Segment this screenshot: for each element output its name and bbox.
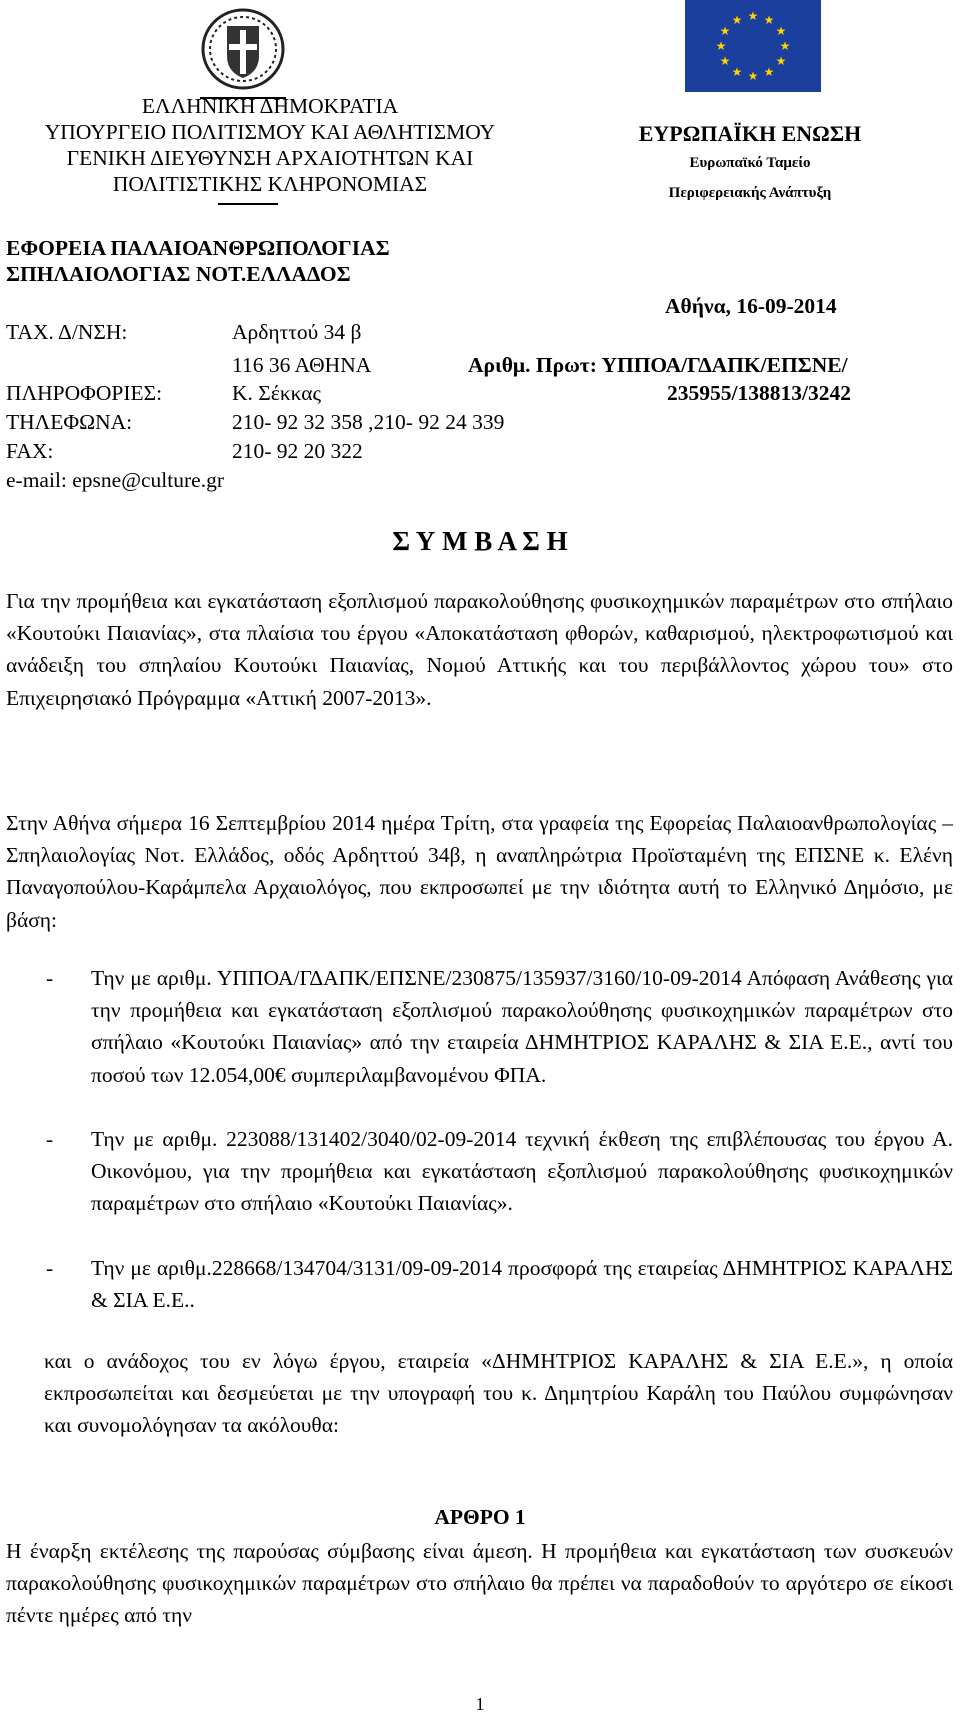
phone-value: 210- 92 32 358 ,210- 92 24 339: [232, 410, 505, 434]
svg-text:★: ★: [775, 54, 787, 68]
address-line-2: 116 36 ΑΘΗΝΑ: [232, 353, 372, 377]
ministry-underline: [218, 203, 278, 205]
fax-value: 210- 92 20 322: [232, 439, 363, 463]
svg-text:★: ★: [763, 65, 775, 79]
ephorate-line-2: ΣΠΗΛΑΙΟΛΟΓΙΑΣ ΝΟΤ.ΕΛΛΑΔΟΣ: [6, 262, 351, 286]
ministry-line-3: ΓΕΝΙΚΗ ΔΙΕΥΘΥΝΣΗ ΑΡΧΑΙΟΤΗΤΩΝ ΚΑΙ: [66, 146, 474, 170]
svg-text:★: ★: [747, 69, 759, 83]
doc-title: Σ Υ Μ Β Α Σ Η: [392, 526, 568, 556]
second-paragraph: Στην Αθήνα σήμερα 16 Σεπτεμβρίου 2014 ημέρα Τρίτη, στα γραφεία της Εφορείας Παλαιοανθρωπολογίας – Σπηλαιολογίας Νοτ. Ελλάδος, οδός Αρδηττού 34β, η αναπληρώτρια Προϊσταμένη της ΕΠΣΝΕ κ. Ελένη Παναγοπούλου-Καράμπελα Αρχαιολόγος, που εκπροσωπεί με την ιδιότητα αυτή το Ελληνικό Δημόσιο, με βάση:: [6, 811, 953, 932]
ephorate-line-1: ΕΦΟΡΕΙΑ ΠΑΛΑΙΟΑΝΘΡΩΠΟΛΟΓΙΑΣ: [6, 236, 390, 260]
phone-label: ΤΗΛΕΦΩΝΑ:: [6, 410, 133, 434]
email-line: e-mail: epsne@culture.gr: [6, 468, 224, 492]
svg-text:★: ★: [719, 54, 731, 68]
list-item-text: Την με αριθμ.228668/134704/3131/09-09-2014 προσφορά της εταιρείας ΔΗΜΗΤΡΙΟΣ ΚΑΡΑΛΗΣ & ΣΙΑ Ε.Ε..: [91, 1256, 953, 1313]
eu-line-2: Περιφερειακής Ανάπτυξη: [668, 185, 832, 201]
info-label: ΠΛΗΡΟΦΟΡΙΕΣ:: [6, 381, 163, 405]
protocol-number: 235955/138813/3242: [667, 381, 851, 405]
svg-text:★: ★: [763, 13, 775, 27]
svg-text:★: ★: [715, 39, 727, 53]
eu-flag-icon: [685, 0, 821, 92]
greek-coat-of-arms-icon: [200, 8, 286, 90]
eu-line-1: Ευρωπαϊκό Ταμείο: [689, 155, 811, 171]
ministry-line-1: ΕΛΛΗΝΙΚΗ ΔΗΜΟΚΡΑΤΙΑ: [141, 94, 399, 118]
address-label: ΤΑΧ. Δ/ΝΣΗ:: [6, 320, 128, 344]
list-dash: -: [46, 966, 54, 990]
list-item-text: Την με αριθμ. ΥΠΠΟΑ/ΓΔΑΠΚ/ΕΠΣΝΕ/230875/135937/3160/10-09-2014 Απόφαση Ανάθεσης για την προμήθεια και εγκατάσταση εξοπλισμού παρακολούθησης φυσικοχημικών παραμέτρων στο σπήλαιο «Κουτούκι Παιανίας» από την εταιρεία ΔΗΜΗΤΡΙΟΣ ΚΑΡΑΛΗΣ & ΣΙΑ Ε.Ε., αντί του ποσού των 12.054,00€ συμπεριλαμβανομένου ΦΠΑ.: [91, 966, 953, 1087]
address-line-1: Αρδηττού 34 β: [232, 320, 362, 344]
ministry-line-4: ΠΟΛΙΤΙΣΤΙΚΗΣ ΚΛΗΡΟΝΟΜΙΑΣ: [112, 172, 428, 196]
protocol-label: Αριθμ. Πρωτ: ΥΠΠΟΑ/ΓΔΑΠΚ/ΕΠΣΝΕ/: [468, 353, 848, 377]
list-dash: -: [46, 1256, 54, 1280]
ministry-line-2: ΥΠΟΥΡΓΕΙΟ ΠΟΛΙΤΙΣΜΟΥ ΚΑΙ ΑΘΛΗΤΙΣΜΟΥ: [44, 120, 496, 144]
list-dash: -: [46, 1127, 54, 1151]
svg-text:★: ★: [747, 9, 759, 23]
document-date: Αθήνα, 16-09-2014: [665, 294, 837, 318]
svg-text:★: ★: [719, 24, 731, 38]
contractor-paragraph: και ο ανάδοχος του εν λόγω έργου, εταιρεία «ΔΗΜΗΤΡΙΟΣ ΚΑΡΑΛΗΣ & ΣΙΑ Ε.Ε.», η οποία εκπροσωπείται και δεσμεύεται με την υπογραφή του κ. Δημητρίου Καράλη του Παύλου συμφώνησαν και συνομολόγησαν τα ακόλουθα:: [44, 1349, 953, 1438]
fax-label: FAX:: [6, 439, 54, 463]
info-value: Κ. Σέκκας: [232, 381, 322, 405]
article-paragraph: Η έναρξη εκτέλεσης της παρούσας σύμβασης είναι άμεση. Η προμήθεια και εγκατάσταση των συσκευών παρακολούθησης φυσικοχημικών παραμέτρων στο σπήλαιο θα πρέπει να παραδοθούν το αργότερο σε είκοσι πέντε ημέρες από την: [6, 1539, 953, 1628]
article-title: ΑΡΘΡΟ 1: [434, 1505, 526, 1529]
svg-text:★: ★: [779, 39, 791, 53]
list-item-text: Την με αριθμ. 223088/131402/3040/02-09-2014 τεχνική έκθεση της επιβλέπουσας του έργου Α. Οικονόμου, για την προμήθεια και εγκατάσταση εξοπλισμού παρακολούθησης φυσικοχημικών παραμέτρων στο σπήλαιο «Κουτούκι Παιανίας».: [91, 1127, 953, 1216]
svg-text:★: ★: [731, 65, 743, 79]
intro-paragraph: Για την προμήθεια και εγκατάσταση εξοπλισμού παρακολούθησης φυσικοχημικών παραμέτρων στο σπήλαιο «Κουτούκι Παιανίας», στα πλαίσια του έργου «Αποκατάσταση φθορών, καθαρισμού, ηλεκτροφωτισμού και ανάδειξη του σπηλαίου Κουτούκι Παιανίας, Νομού Αττικής και του περιβάλλοντος χώρου του» στο Επιχειρησιακό Πρόγραμμα «Αττική 2007-2013».: [6, 589, 953, 710]
eu-title: ΕΥΡΩΠΑΪΚΗ ΕΝΩΣΗ: [638, 121, 862, 146]
ministry-block: [0, 93, 540, 197]
svg-text:★: ★: [731, 13, 743, 27]
page-number: 1: [475, 1694, 485, 1714]
svg-text:★: ★: [775, 24, 787, 38]
